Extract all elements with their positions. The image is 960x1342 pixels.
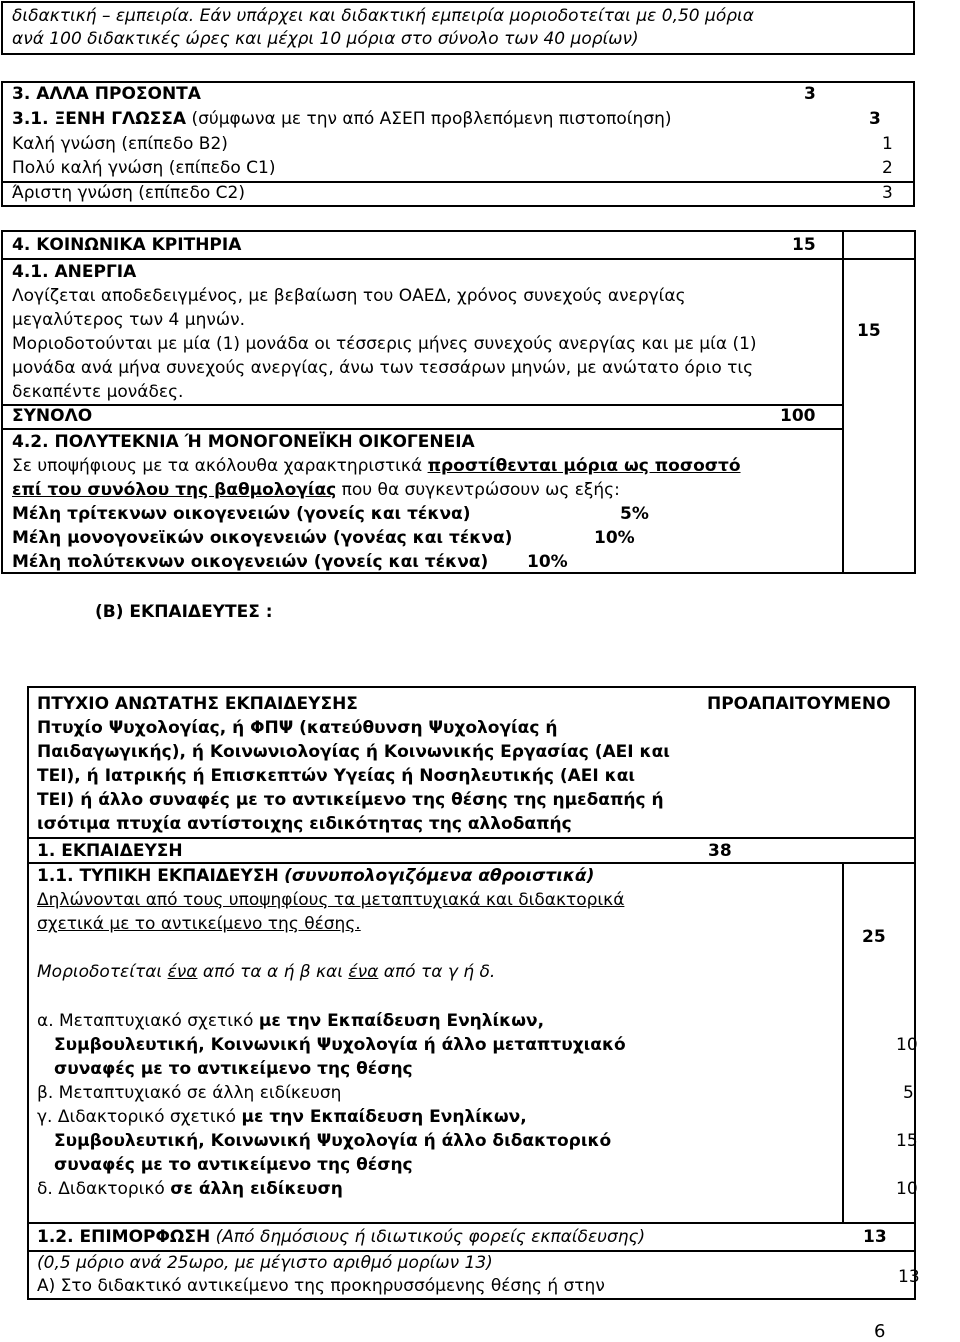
- section-b-heading: (Β) ΕΚΠΑΙΔΕΥΤΕΣ :: [95, 602, 273, 622]
- unemployment-divider-top: [1, 404, 843, 406]
- language-level-c1-value: 2: [882, 158, 893, 178]
- education-divider: [27, 862, 916, 864]
- page-number: 6: [874, 1321, 886, 1342]
- foreign-language-row: [12, 108, 672, 130]
- language-level-c2: Άριστη γνώση (επίπεδο C2): [12, 183, 246, 203]
- foreign-language-title: 3.1. ΞΕΝΗ ΓΛΩΣΣΑ: [12, 109, 187, 129]
- option-a-plain: α. Μεταπτυχιακό σχετικό: [37, 1011, 259, 1031]
- formal-education-value: 25: [862, 927, 886, 947]
- option-g-line-3: συναφές με το αντικείμενο της θέσης: [54, 1155, 413, 1175]
- formal-education-line-1: Δηλώνονται από τους υποψηφίους τα μεταπτυχιακά και διδακτορικά: [37, 890, 625, 910]
- experience-line-1: διδακτική – εμπειρία. Εάν υπάρχει και διδακτική εμπειρία μοριοδοτείται με 0,50 μόρια: [12, 6, 754, 26]
- formal-education-line-2: σχετικά με το αντικείμενο της θέσης.: [37, 914, 361, 934]
- option-b-value: 5: [903, 1083, 914, 1103]
- scoring-rule: [37, 961, 495, 983]
- option-d-value: 10: [896, 1179, 918, 1199]
- option-d: [37, 1178, 343, 1200]
- degree-line-1: Πτυχίο Ψυχολογίας, ή ΦΠΨ (κατεύθυνση Ψυχολογίας ή: [37, 718, 558, 738]
- foreign-language-value: 3: [869, 109, 881, 129]
- scoring-rule-start: Μοριοδοτείται: [37, 962, 168, 982]
- language-level-b2-value: 1: [882, 134, 893, 154]
- unemployment-title: 4.1. ΑΝΕΡΓΙΑ: [12, 262, 137, 282]
- training-title: 1.2. ΕΠΙΜΟΡΦΩΣΗ: [37, 1227, 211, 1247]
- unemployment-line-5: δεκαπέντε μονάδες.: [12, 382, 184, 402]
- total-value: 100: [780, 406, 816, 426]
- option-g-plain: γ. Διδακτορικό σχετικό: [37, 1107, 242, 1127]
- option-g-value: 15: [896, 1131, 918, 1151]
- family-title: 4.2. ΠΟΛΥΤΕΚΝΙΑ Ή ΜΟΝΟΓΟΝΕΪΚΗ ΟΙΚΟΓΕΝΕΙΑ: [12, 432, 475, 452]
- option-d-plain: δ. Διδακτορικό: [37, 1179, 171, 1199]
- option-g-bold: με την Εκπαίδευση Ενηλίκων,: [241, 1107, 527, 1127]
- training-row: [37, 1226, 645, 1248]
- family-item-three-children: Μέλη τρίτεκνων οικογενειών (γονείς και τέκνα): [12, 504, 471, 524]
- family-item-three-children-value: 5%: [620, 504, 649, 524]
- training-line-2: Α) Στο διδακτικό αντικείμενο της προκηρυσσόμενης θέσης ή στην: [37, 1276, 605, 1296]
- scoring-rule-end: από τα γ ή δ.: [378, 962, 496, 982]
- family-intro-text: Σε υποψήφιους με τα ακόλουθα χαρακτηριστικά: [12, 456, 428, 476]
- other-qualifications-value: 3: [804, 84, 816, 104]
- experience-line-2: ανά 100 διδακτικές ώρες και μέχρι 10 μόρια στο σύνολο των 40 μορίων): [12, 29, 639, 49]
- social-criteria-column-divider: [842, 230, 844, 574]
- formal-education-row: [37, 865, 594, 887]
- training-note: (Από δημόσιους ή ιδιωτικούς φορείς εκπαίδευσης): [215, 1227, 646, 1247]
- option-a-line-2: Συμβουλευτική, Κοινωνική Ψυχολογία ή άλλο μεταπτυχιακό: [54, 1035, 626, 1055]
- degree-line-3: ΤΕΙ), ή Ιατρικής ή Επισκεπτών Υγείας ή Νοσηλευτικής (ΑΕΙ και: [37, 766, 636, 786]
- social-criteria-value: 15: [792, 235, 816, 255]
- prerequisite-label: ΠΡΟΑΠΑΙΤΟΥΜΕΝΟ: [707, 694, 891, 714]
- degree-line-4: ΤΕΙ) ή άλλο συναφές με το αντικείμενο της θέσης της ημεδαπής ή: [37, 790, 664, 810]
- unemployment-line-2: μεγαλύτερος των 4 μηνών.: [12, 310, 245, 330]
- degree-divider: [27, 837, 916, 839]
- formal-education-title: 1.1. ΤΥΠΙΚΗ ΕΚΠΑΙΔΕΥΣΗ: [37, 866, 279, 886]
- education-title: 1. ΕΚΠΑΙΔΕΥΣΗ: [37, 841, 183, 861]
- option-a-value: 10: [896, 1035, 918, 1055]
- option-a-bold: με την Εκπαίδευση Ενηλίκων,: [258, 1011, 545, 1031]
- language-level-c2-value: 3: [882, 183, 893, 203]
- training-divider-top: [27, 1222, 916, 1224]
- training-line-1: (0,5 μόριο ανά 25ωρο, με μέγιστο αριθμό μορίων 13): [37, 1253, 493, 1273]
- family-item-many-children: Μέλη πολύτεκνων οικογενειών (γονείς και τέκνα): [12, 552, 489, 572]
- social-criteria-divider: [1, 258, 916, 260]
- degree-line-2: Παιδαγωγικής), ή Κοινωνιολογίας ή Κοινωνικής Εργασίας (ΑΕΙ και: [37, 742, 670, 762]
- family-item-single-parent-value: 10%: [594, 528, 635, 548]
- foreign-language-note: (σύμφωνα με την από ΑΣΕΠ προβλεπόμενη πιστοποίηση): [186, 109, 672, 129]
- option-b: β. Μεταπτυχιακό σε άλλη ειδίκευση: [37, 1083, 342, 1103]
- education-value: 38: [708, 841, 732, 861]
- family-intro-line-1: [12, 455, 741, 477]
- unemployment-value: 15: [857, 321, 881, 341]
- total-label: ΣΥΝΟΛΟ: [12, 406, 93, 426]
- option-g-line-2: Συμβουλευτική, Κοινωνική Ψυχολογία ή άλλο διδακτορικό: [54, 1131, 612, 1151]
- social-criteria-title: 4. ΚΟΙΝΩΝΙΚΑ ΚΡΙΤΗΡΙΑ: [12, 235, 242, 255]
- family-item-single-parent: Μέλη μονογονεϊκών οικογενειών (γονέας και τέκνα): [12, 528, 513, 548]
- training-value-2: 13: [898, 1267, 920, 1287]
- family-intro-tail: που θα συγκεντρώσουν ως εξής:: [336, 480, 620, 500]
- language-level-b2: Καλή γνώση (επίπεδο Β2): [12, 134, 228, 154]
- language-level-c1: Πολύ καλή γνώση (επίπεδο C1): [12, 158, 276, 178]
- total-divider: [1, 428, 843, 430]
- option-a-line-1: [37, 1010, 544, 1032]
- option-a-line-3: συναφές με το αντικείμενο της θέσης: [54, 1059, 413, 1079]
- unemployment-line-4: μονάδα ανά μήνα συνεχούς ανεργίας, άνω των τεσσάρων μηνών, με ανώτατο όριο τις: [12, 358, 754, 378]
- family-intro-emphasis-1: προστίθενται μόρια ως ποσοστό: [427, 456, 741, 476]
- other-qualifications-title: 3. ΑΛΛΑ ΠΡΟΣΟΝΤΑ: [12, 84, 201, 104]
- degree-title: ΠΤΥΧΙΟ ΑΝΩΤΑΤΗΣ ΕΚΠΑΙΔΕΥΣΗΣ: [37, 694, 358, 714]
- scoring-rule-middle: από τα α ή β και: [197, 962, 349, 982]
- scoring-rule-one-2: ένα: [348, 962, 379, 982]
- family-intro-line-2: [12, 479, 620, 501]
- unemployment-line-3: Μοριοδοτούνται με μία (1) μονάδα οι τέσσερις μήνες συνεχούς ανεργίας και με μία (1): [12, 334, 757, 354]
- unemployment-line-1: Λογίζεται αποδεδειγμένος, με βεβαίωση του ΟΑΕΔ, χρόνος συνεχούς ανεργίας: [12, 286, 686, 306]
- degree-line-5: ισότιμα πτυχία αντίστοιχης ειδικότητας της αλλοδαπής: [37, 814, 572, 834]
- family-item-many-children-value: 10%: [527, 552, 568, 572]
- trainers-column-divider: [842, 862, 844, 1222]
- option-d-bold: σε άλλη ειδίκευση: [170, 1179, 343, 1199]
- training-value: 13: [863, 1227, 887, 1247]
- formal-education-note: (συνυπολογιζόμενα αθροιστικά): [284, 866, 595, 886]
- family-intro-emphasis-2: επί του συνόλου της βαθμολογίας: [12, 480, 337, 500]
- option-g-line-1: [37, 1106, 527, 1128]
- scoring-rule-one-1: ένα: [167, 962, 198, 982]
